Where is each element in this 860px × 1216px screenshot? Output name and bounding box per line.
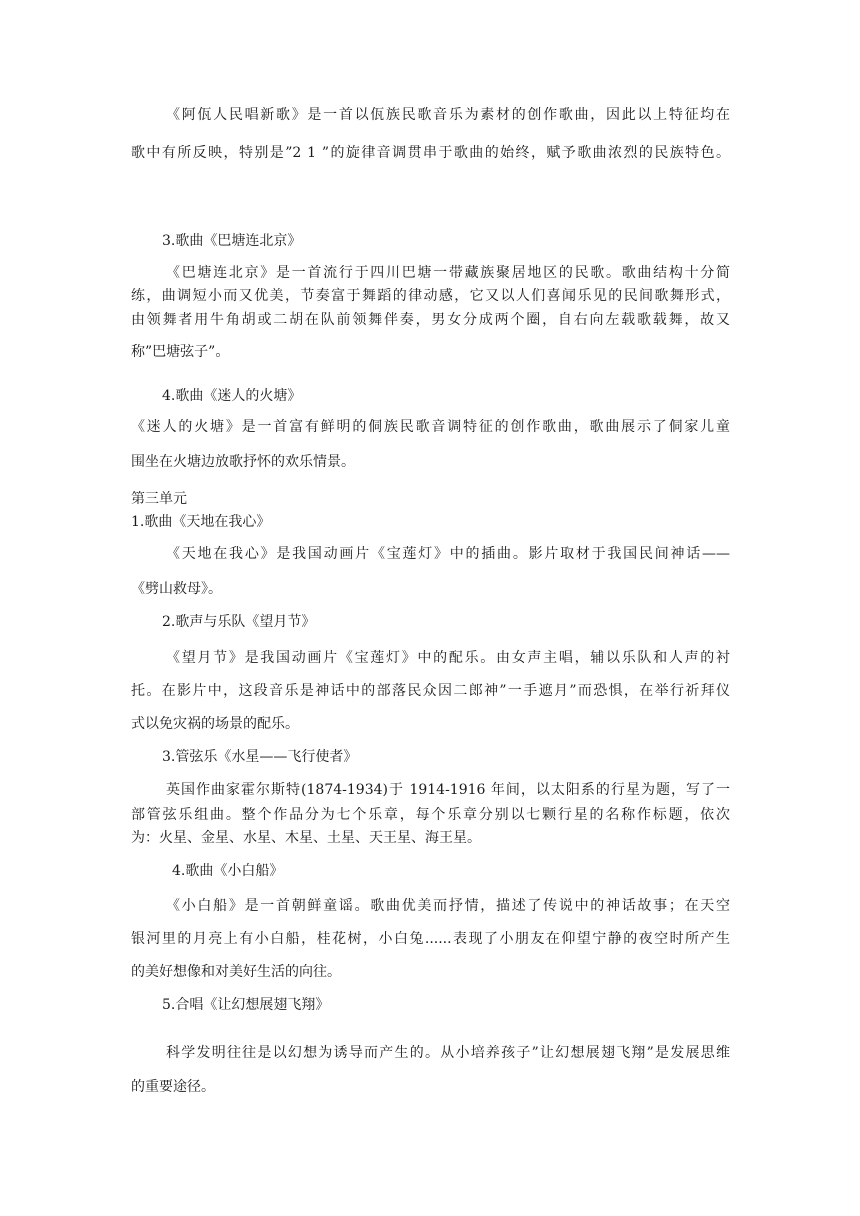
paragraph-line: 的美好想像和对美好生活的向往。: [131, 964, 341, 980]
paragraph-line: 《望月节》是我国动画片《宝莲灯》中的配乐。由女声主唱，辅以乐队和人声的衬: [166, 650, 730, 666]
paragraph-line: 歌中有所反映，特别是”2 1 ”的旋律音调贯串于歌曲的始终，赋予歌曲浓烈的民族特色。: [131, 145, 730, 161]
paragraph-line: 《阿佤人民唱新歌》是一首以佤族民歌音乐为素材的创作歌曲，因此以上特征均在: [166, 107, 730, 123]
paragraph-line: 《劈山救母》。: [131, 581, 222, 597]
section-heading: 2.歌声与乐队《望月节》: [162, 614, 316, 630]
paragraph-line: 式以免灾祸的场景的配乐。: [131, 716, 299, 732]
unit-heading: 第三单元: [131, 491, 187, 507]
section-heading: 1.歌曲《天地在我心》: [131, 514, 271, 530]
paragraph-line: 部管弦乐组曲。整个作品分为七个乐章，每个乐章分别以七颗行星的名称作标题，依次: [131, 807, 730, 823]
paragraph-line: 银河里的月亮上有小白船，桂花树，小白兔......表现了小朋友在仰望宁静的夜空时所产生: [131, 931, 730, 947]
paragraph-line: 围坐在火塘边放歌抒怀的欢乐情景。: [131, 454, 355, 470]
paragraph-line: 《天地在我心》是我国动画片《宝莲灯》中的插曲。影片取材于我国民间神话——: [166, 546, 730, 562]
paragraph-line: 的重要途径。: [131, 1079, 215, 1095]
section-heading: 3.管弦乐《水星——飞行使者》: [162, 749, 358, 765]
paragraph-line: 称”巴塘弦子”。: [131, 344, 230, 360]
paragraph-line: 英国作曲家霍尔斯特(1874-1934)于 1914-1916 年间，以太阳系的行星为题，写了一: [166, 782, 730, 798]
paragraph-line: 由领舞者用牛角胡或二胡在队前领舞伴奏，男女分成两个圈，自右向左载歌载舞，故又: [131, 312, 730, 328]
paragraph-line: 托。在影片中，这段音乐是神话中的部落民众因二郎神”一手遮月”而恐惧，在举行祈拜仪: [131, 683, 730, 699]
section-heading: 4.歌曲《迷人的火塘》: [162, 388, 302, 404]
section-heading: 5.合唱《让幻想展翅飞翔》: [162, 997, 330, 1013]
section-heading: 4.歌曲《小白船》: [172, 863, 284, 879]
paragraph-line: 《迷人的火塘》是一首富有鲜明的侗族民歌音调特征的创作歌曲，歌曲展示了侗家儿童: [131, 419, 730, 435]
paragraph-line: 科学发明往往是以幻想为诱导而产生的。从小培养孩子”让幻想展翅飞翔”是发展思维: [166, 1045, 730, 1061]
paragraph-line: 为：火星、金星、水星、木星、土星、天王星、海王星。: [131, 830, 481, 846]
paragraph-line: 练，曲调短小而又优美，节奏富于舞蹈的律动感，它又以人们喜闻乐见的民间歌舞形式，: [131, 288, 730, 304]
section-heading: 3.歌曲《巴塘连北京》: [162, 233, 302, 249]
paragraph-line: 《巴塘连北京》是一首流行于四川巴塘一带藏族聚居地区的民歌。歌曲结构十分简: [166, 265, 730, 281]
paragraph-line: 《小白船》是一首朝鲜童谣。歌曲优美而抒情，描述了传说中的神话故事；在天空: [166, 898, 730, 914]
